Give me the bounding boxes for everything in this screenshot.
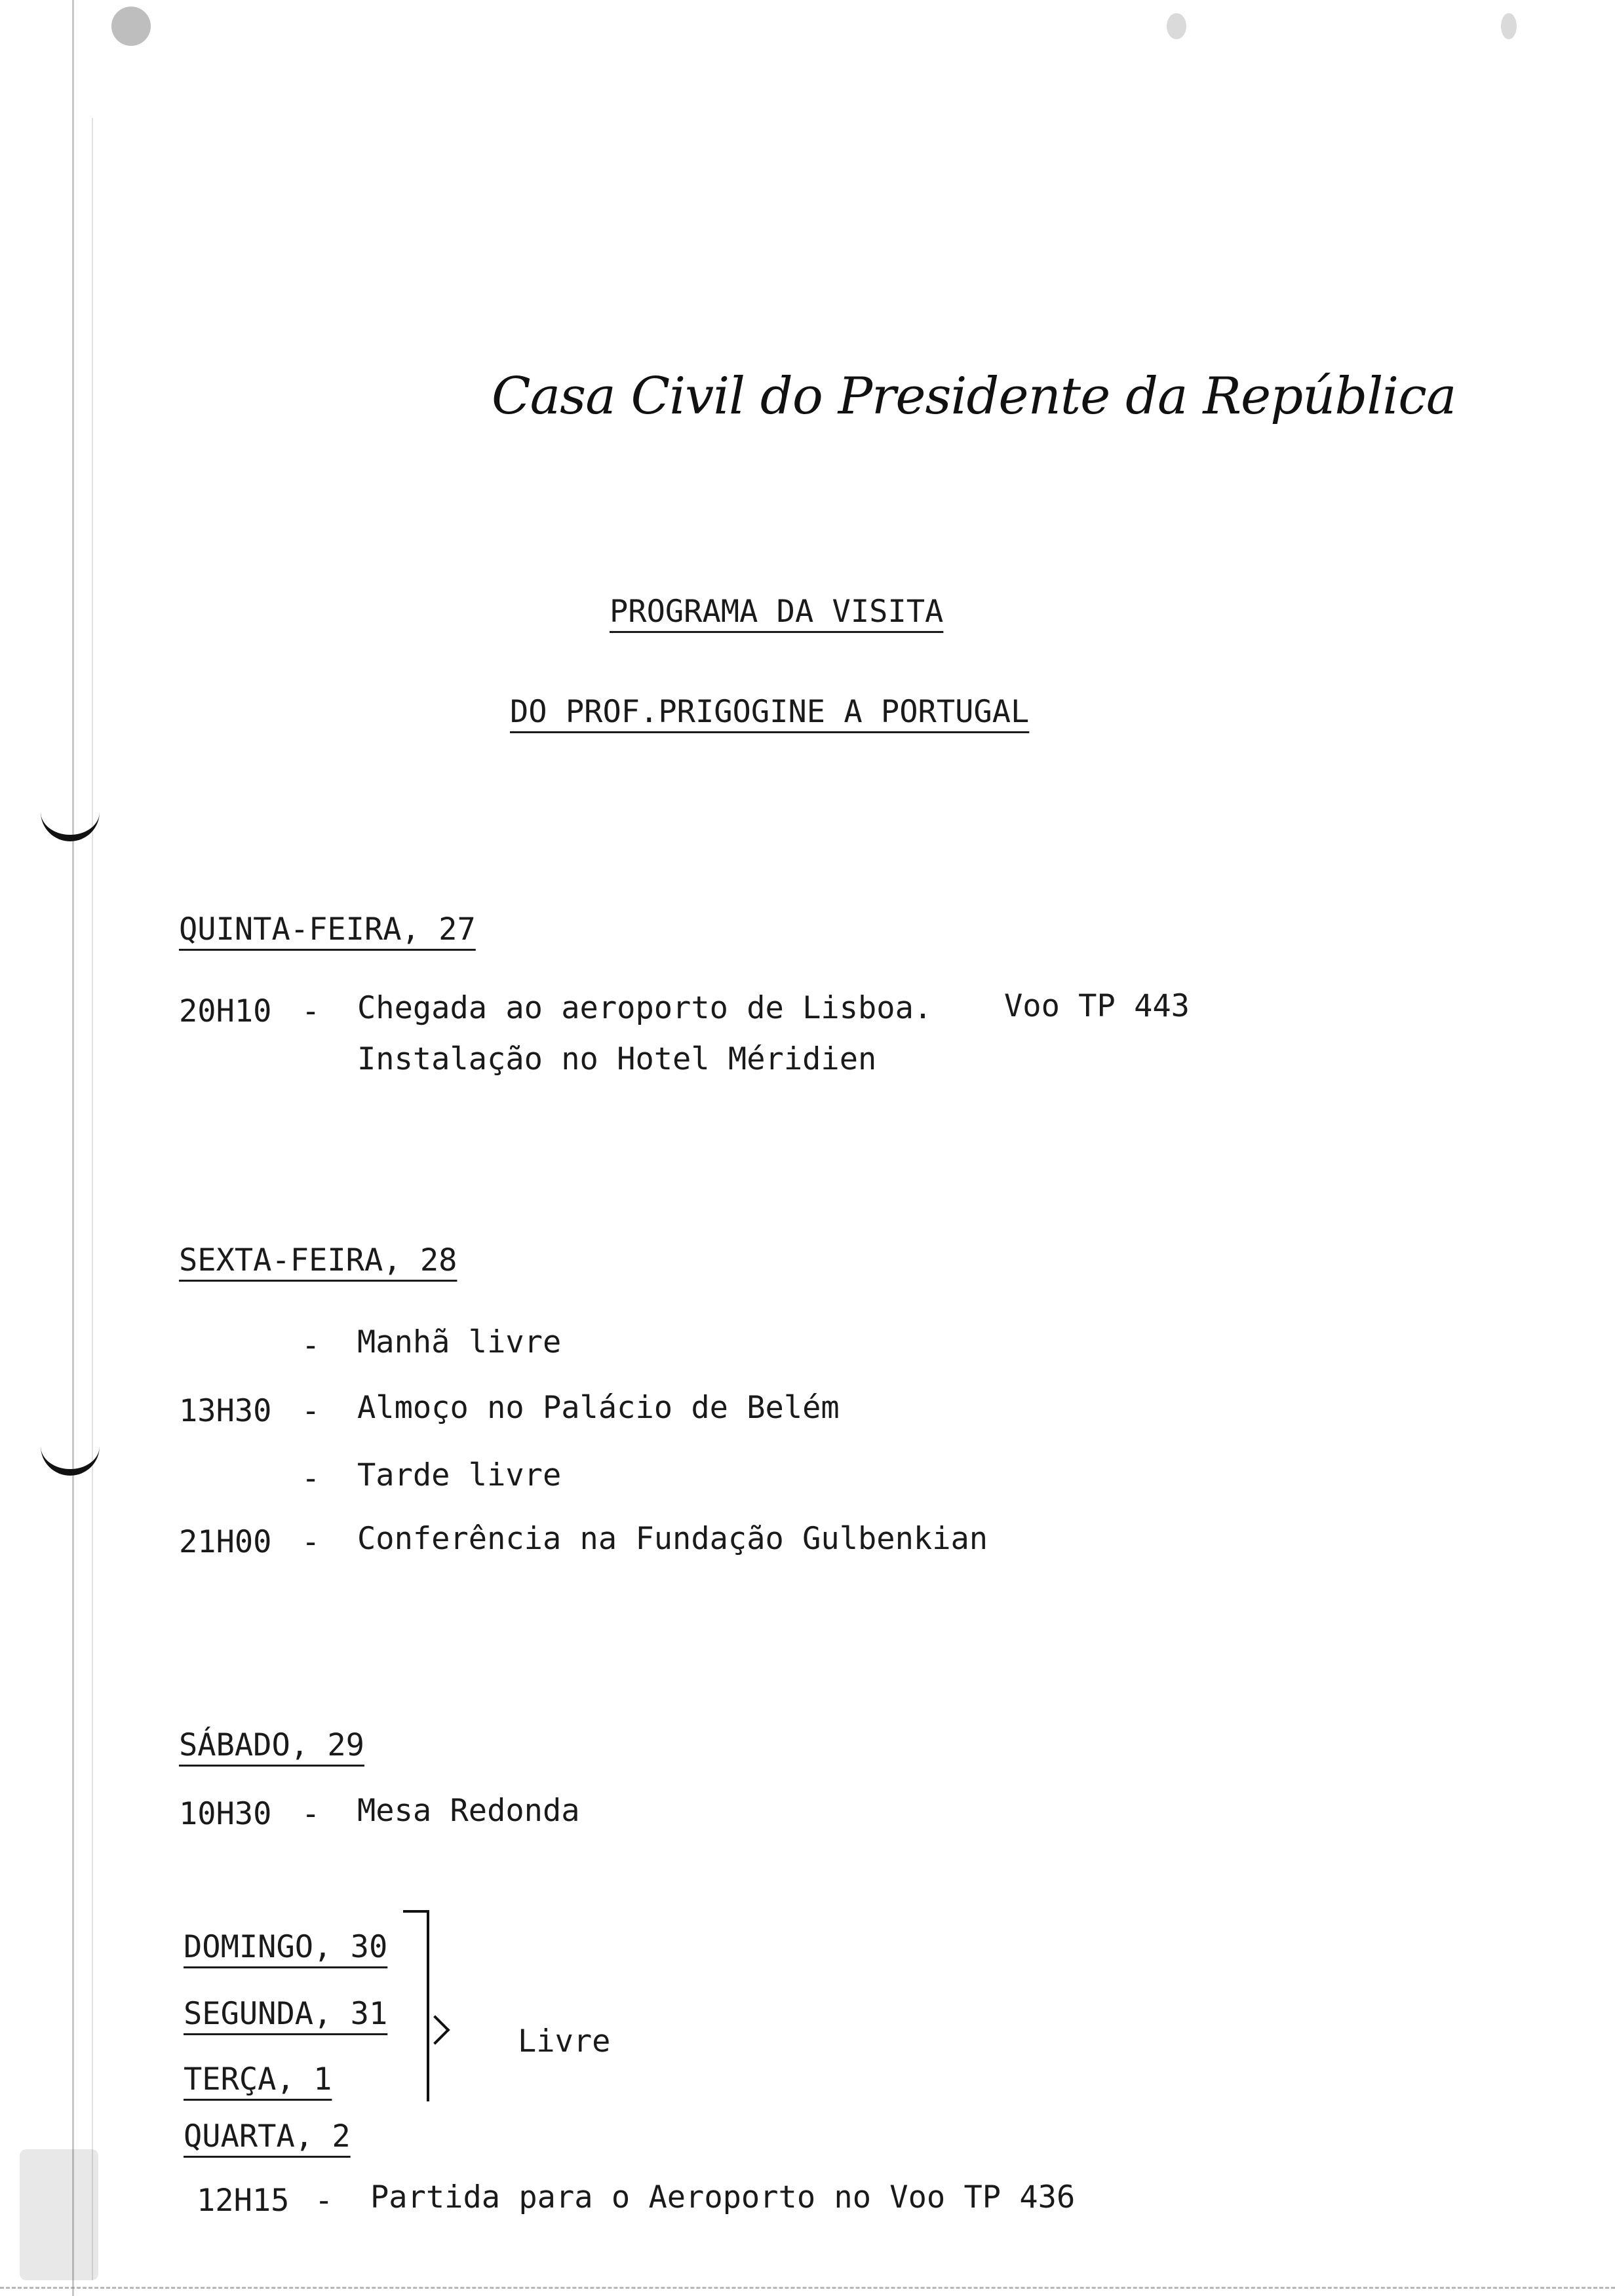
entry-dash: - bbox=[302, 1328, 321, 1364]
scan-speckle bbox=[20, 2149, 98, 2280]
entry-description: Almoço no Palácio de Belém bbox=[357, 1390, 840, 1426]
scan-speckle bbox=[1501, 13, 1517, 39]
entry-time: 20H10 bbox=[179, 993, 272, 1029]
entry-description: Chegada ao aeroporto de Lisboa. bbox=[357, 990, 933, 1026]
page-bottom-edge bbox=[0, 2287, 1615, 2291]
entry-time: 10H30 bbox=[179, 1796, 272, 1832]
entry-dash: - bbox=[315, 2183, 334, 2219]
entry-description-continued: Instalação no Hotel Méridien bbox=[357, 1041, 877, 1077]
document-title-line-1: PROGRAMA DA VISITA bbox=[610, 594, 944, 630]
binding-shadow bbox=[72, 0, 74, 2296]
scan-speckle bbox=[1167, 13, 1186, 39]
entry-description: Manhã livre bbox=[357, 1324, 562, 1360]
entry-description: Tarde livre bbox=[357, 1457, 562, 1493]
day-heading-wednesday: QUARTA, 2 bbox=[184, 2118, 351, 2154]
entry-description: Partida para o Aeroporto no Voo TP 436 bbox=[370, 2179, 1076, 2215]
entry-time: 21H00 bbox=[179, 1524, 272, 1560]
entry-flight: Voo TP 443 bbox=[1004, 988, 1190, 1024]
day-heading-thursday: QUINTA-FEIRA, 27 bbox=[179, 911, 476, 947]
day-heading-friday: SEXTA-FEIRA, 28 bbox=[179, 1242, 457, 1278]
entry-dash: - bbox=[302, 1393, 321, 1429]
binding-shadow-secondary bbox=[92, 118, 93, 2280]
entry-description: Conferência na Fundação Gulbenkian bbox=[357, 1521, 988, 1557]
day-heading-sunday: DOMINGO, 30 bbox=[184, 1929, 388, 1965]
entry-time: 12H15 bbox=[197, 2183, 290, 2219]
grouping-brace bbox=[403, 1910, 429, 2101]
letterhead: Casa Civil do Presidente da República bbox=[492, 367, 1456, 426]
day-heading-tuesday: TERÇA, 1 bbox=[184, 2061, 332, 2097]
entry-dash: - bbox=[302, 1524, 321, 1560]
day-heading-monday: SEGUNDA, 31 bbox=[184, 1996, 388, 2032]
entry-dash: - bbox=[302, 993, 321, 1029]
scan-speckle bbox=[111, 7, 151, 46]
day-heading-saturday: SÁBADO, 29 bbox=[179, 1727, 364, 1763]
entry-time: 13H30 bbox=[179, 1393, 272, 1429]
punch-hole-mark bbox=[41, 807, 100, 841]
entry-dash: - bbox=[302, 1461, 321, 1497]
document-title-line-2: DO PROF.PRIGOGINE A PORTUGAL bbox=[510, 694, 1030, 730]
entry-description: Mesa Redonda bbox=[357, 1793, 580, 1829]
entry-dash: - bbox=[302, 1796, 321, 1832]
free-days-label: Livre bbox=[518, 2023, 611, 2059]
punch-hole-mark bbox=[41, 1442, 100, 1476]
